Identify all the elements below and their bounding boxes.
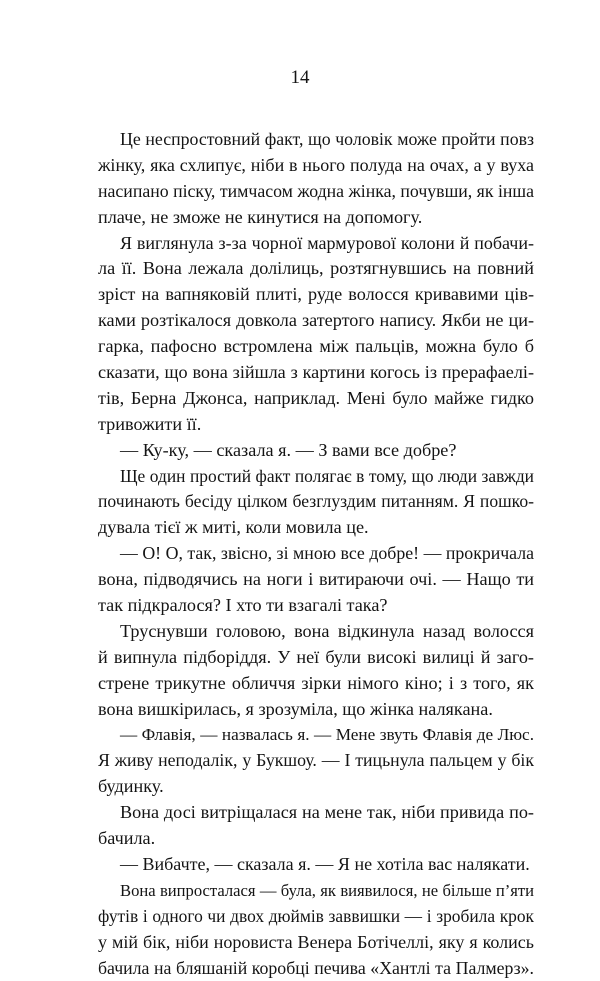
text-line: бачила. (98, 826, 534, 852)
text-line: тривожити її. (98, 412, 534, 438)
text-line: насипано піску, тимчасом жодна жінка, почувши, як інша (98, 179, 534, 205)
text-line: зріст на вапняковій плиті, руде волосся кривавими ців- (98, 282, 534, 308)
text-line: будинку. (98, 774, 534, 800)
text-line: плаче, не зможе не кинутися на допомогу. (98, 205, 534, 231)
page-number: 14 (0, 64, 600, 92)
text-line: у мій бік, ніби норовиста Венера Ботічеллі, яку я колись (98, 930, 534, 956)
text-line: тів, Берна Джонса, наприклад. Мені було майже гидко (98, 386, 534, 412)
text-line: дувала тієї ж миті, коли мовила це. (98, 515, 534, 541)
text-line: сказати, що вона зійшла з картини когось із прерафаелі- (98, 360, 534, 386)
text-line: стрене трикутне обличчя зірки німого кіно; і з того, як (98, 671, 534, 697)
text-line: ла її. Вона лежала долілиць, розтягнувшись на повний (98, 256, 534, 282)
text-line: вона вишкірилась, я зрозуміла, що жінка налякана. (98, 697, 534, 723)
text-line: Ще один простий факт полягає в тому, що люди завжди (98, 464, 534, 490)
text-line: Я живу неподалік, у Букшоу. — І тицьнула пальцем у бік (98, 748, 534, 774)
text-line: футів і одного чи двох дюймів заввишки — і зробила крок (98, 904, 534, 930)
text-line: Це неспростовний факт, що чоловік може пройти повз (98, 127, 534, 153)
text-line: й випнула підборіддя. У неї були високі вилиці й заго- (98, 645, 534, 671)
text-line: Труснувши головою, вона відкинула назад волосся (98, 619, 534, 645)
text-line: вона, підводячись на ноги і витираючи очі. — Нащо ти (98, 567, 534, 593)
text-line: починають бесіду цілком безглуздим питанням. Я пошко- (98, 489, 534, 515)
text-line: Вона випросталася — була, як виявилося, не більше п’яти (98, 878, 534, 904)
text-line: — Вибачте, — сказала я. — Я не хотіла вас налякати. (98, 852, 534, 878)
text-line: жінку, яка схлипує, ніби в нього полуда на очах, а у вуха (98, 153, 534, 179)
text-line: бачила на бляшаній коробці печива «Хантлі та Палмерз». (98, 956, 534, 981)
body-text (98, 127, 534, 981)
text-line: — О! О, так, звісно, зі мною все добре! — прокричала (98, 541, 534, 567)
text-line: — Флавія, — назвалась я. — Мене звуть Флавія де Люс. (98, 722, 534, 748)
text-line: так підкралося? І хто ти взагалі така? (98, 593, 534, 619)
text-line: Я виглянула з-за чорної мармурової колони й побачи- (98, 231, 534, 257)
text-line: — Ку-ку, — сказала я. — З вами все добре? (98, 438, 534, 464)
text-line: гарка, пафосно встромлена між пальців, можна було б (98, 334, 534, 360)
text-line: Вона досі витріщалася на мене так, ніби привида по- (98, 800, 534, 826)
text-line: ками розтікалося довкола затертого напису. Якби не ци- (98, 308, 534, 334)
